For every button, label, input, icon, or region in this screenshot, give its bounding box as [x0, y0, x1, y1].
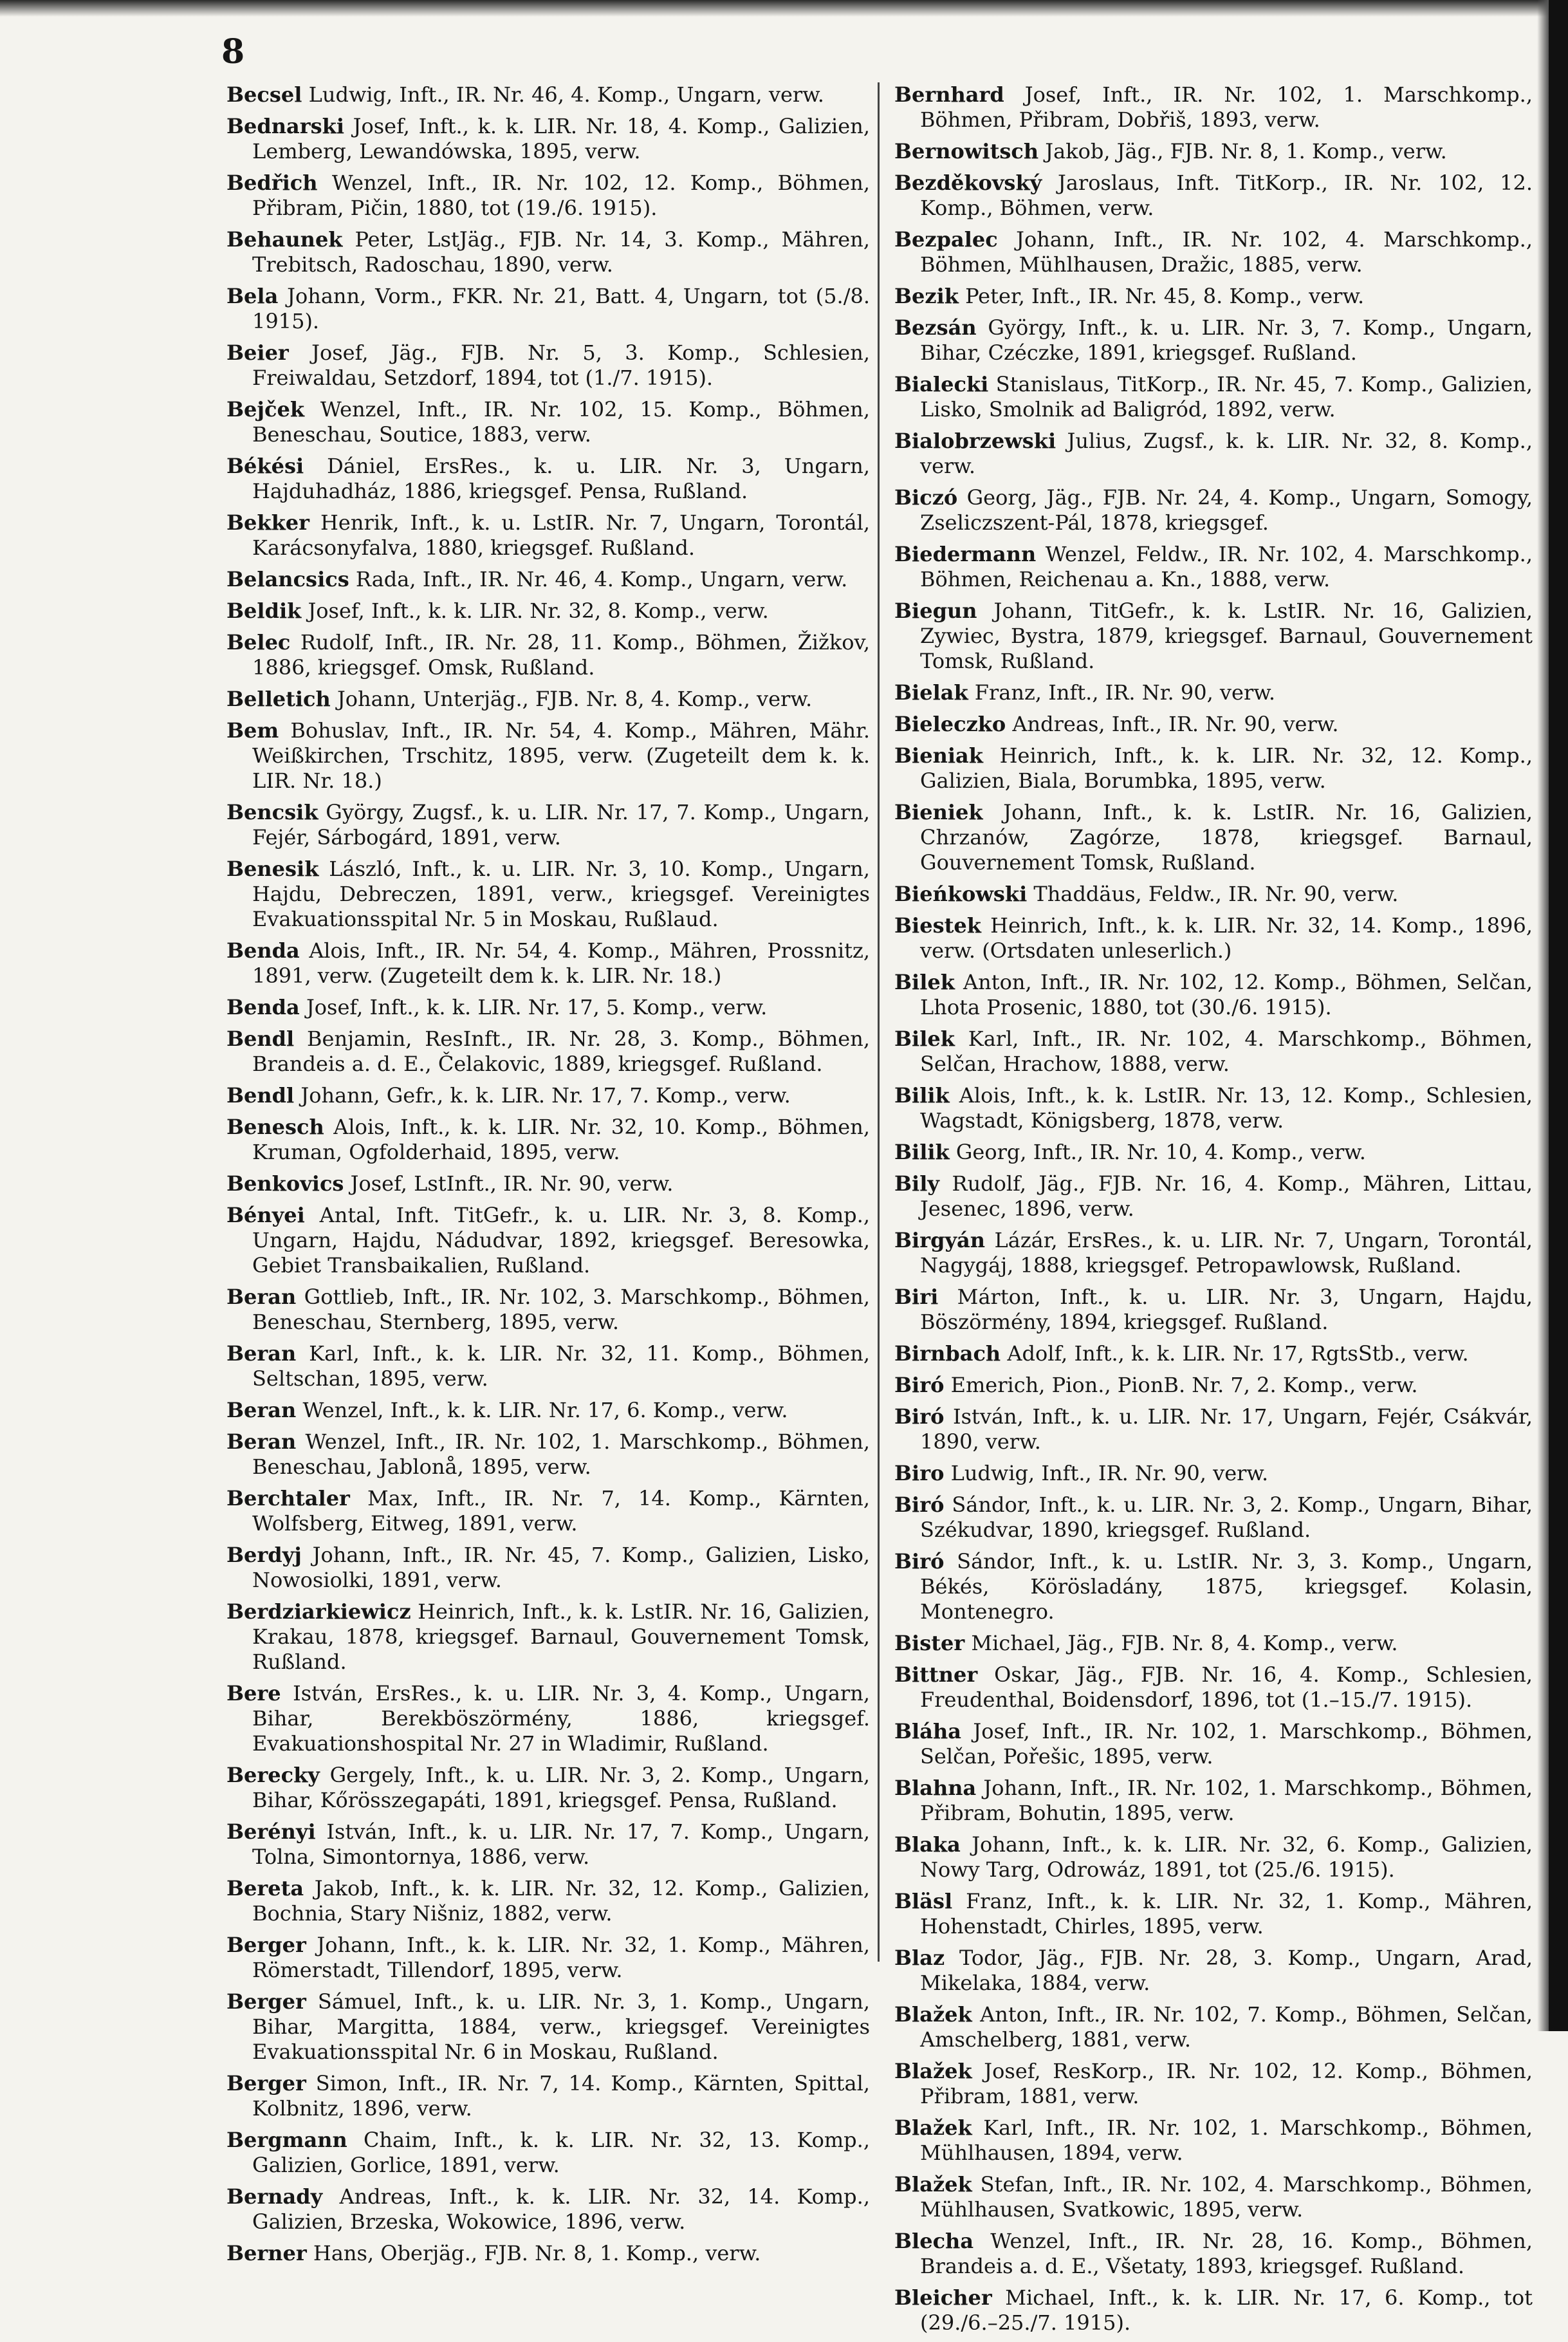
- casualty-entry: [894, 485, 1533, 535]
- entry-details: Stanislaus, TitKorp., IR. Nr. 45, 7. Komp., Galizien, Lisko, Smolnik ad Baligród, 1892, verw.: [920, 372, 1533, 422]
- casualty-entry: [894, 542, 1533, 592]
- entry-details: Wenzel, Inft., k. k. LIR. Nr. 17, 6. Komp., verw.: [302, 1398, 788, 1422]
- entry-details: Anton, Inft., IR. Nr. 102, 12. Komp., Böhmen, Selčan, Lhota Prosenic, 1880, tot (30./6. 1915).: [920, 970, 1533, 1019]
- entry-surname: Bem: [226, 718, 279, 743]
- entry-surname: Biegun: [894, 599, 977, 623]
- entry-surname: Blažek: [894, 2115, 972, 2140]
- casualty-entry: [894, 800, 1533, 875]
- entry-surname: Bialobrzewski: [894, 429, 1056, 453]
- entry-surname: Benda: [226, 938, 300, 963]
- entry-surname: Bezik: [894, 284, 959, 308]
- casualty-entry: [894, 2059, 1533, 2109]
- casualty-entry: [226, 1543, 870, 1593]
- casualty-entry: [894, 2229, 1533, 2279]
- casualty-entry: [894, 1373, 1533, 1398]
- entry-details: Heinrich, Inft., k. k. LIR. Nr. 32, 14. Komp., 1896, verw. (Ortsdaten unleserlich.): [920, 913, 1533, 963]
- casualty-entry: [894, 1719, 1533, 1769]
- entry-surname: Bekker: [226, 510, 309, 535]
- entry-surname: Belletich: [226, 687, 331, 711]
- entry-surname: Belancsics: [226, 567, 349, 591]
- entry-details: Johann, Inft., IR. Nr. 102, 1. Marschkomp., Böhmen, Přibram, Bohutin, 1895, verw.: [920, 1776, 1533, 1825]
- entry-details: Wenzel, Feldw., IR. Nr. 102, 4. Marschkomp., Böhmen, Reichenau a. Kn., 1888, verw.: [920, 542, 1533, 591]
- casualty-entry: [226, 284, 870, 334]
- casualty-entry: [226, 630, 870, 680]
- entry-details: Rudolf, Jäg., FJB. Nr. 16, 4. Komp., Mähren, Littau, Jesenec, 1896, verw.: [920, 1171, 1533, 1221]
- entry-details: Dániel, ErsRes., k. u. LIR. Nr. 3, Ungarn, Hajduhadház, 1886, kriegsgef. Pensa, Rußland.: [252, 454, 871, 503]
- entry-details: Márton, Inft., k. u. LIR. Nr. 3, Ungarn, Hajdu, Böszörmény, 1894, kriegsgef. Rußland.: [920, 1285, 1533, 1334]
- entry-surname: Bieńkowski: [894, 882, 1028, 906]
- entry-surname: Bedřich: [226, 171, 318, 195]
- casualty-entry: [894, 372, 1533, 422]
- entry-surname: Bleicher: [894, 2285, 992, 2310]
- entry-surname: Berger: [226, 2071, 306, 2096]
- casualty-entry: [226, 227, 870, 277]
- casualty-entry: [894, 1889, 1533, 1939]
- casualty-entry: [226, 1681, 870, 1756]
- column-divider: [878, 82, 880, 1962]
- casualty-entry: [226, 1429, 870, 1480]
- entry-surname: Biró: [894, 1373, 945, 1397]
- entry-surname: Berényi: [226, 1819, 316, 1844]
- entry-details: Michael, Inft., k. k. LIR. Nr. 17, 6. Komp., tot (29./6.–25./7. 1915).: [920, 2285, 1533, 2335]
- entry-surname: Biedermann: [894, 542, 1037, 566]
- casualty-entry: [894, 1285, 1533, 1335]
- entry-surname: Bezděkovský: [894, 171, 1042, 195]
- casualty-entry: [894, 1341, 1533, 1366]
- casualty-entry: [894, 1083, 1533, 1133]
- entry-surname: Bilek: [894, 1027, 955, 1051]
- casualty-entry: [226, 1203, 870, 1278]
- casualty-entry: [894, 1832, 1533, 1882]
- entry-surname: Bieniek: [894, 800, 983, 824]
- casualty-entry: [226, 1933, 870, 1983]
- entry-details: Johann, Unterjäg., FJB. Nr. 8, 4. Komp., verw.: [337, 687, 813, 711]
- casualty-entry: [226, 718, 870, 794]
- entry-details: Sándor, Inft., k. u. LIR. Nr. 3, 2. Komp., Ungarn, Bihar, Székudvar, 1890, kriegsgef. Rußland.: [920, 1492, 1533, 1542]
- scan-shadow-top: [0, 0, 1568, 17]
- casualty-entry: [226, 1819, 870, 1870]
- casualty-entry: [894, 429, 1533, 479]
- entry-details: Sándor, Inft., k. u. LstIR. Nr. 3, 3. Komp., Ungarn, Békés, Körösladány, 1875, kriegsgef. Kolasin, Montenegro.: [920, 1549, 1533, 1624]
- entry-surname: Biró: [894, 1492, 945, 1517]
- casualty-entry: [226, 1989, 870, 2065]
- casualty-entry: [226, 857, 870, 932]
- entry-surname: Bilek: [894, 970, 955, 994]
- entry-details: Alois, Inft., IR. Nr. 54, 4. Komp., Mähren, Prossnitz, 1891, verw. (Zugeteilt dem k. k. LIR. Nr. 18.): [252, 938, 871, 988]
- entry-surname: Berger: [226, 1933, 306, 1957]
- entry-details: Gottlieb, Inft., IR. Nr. 102, 3. Marschkomp., Böhmen, Beneschau, Sternberg, 1895, verw.: [252, 1285, 871, 1334]
- entry-details: Todor, Jäg., FJB. Nr. 28, 3. Komp., Ungarn, Arad, Mikelaka, 1884, verw.: [920, 1946, 1533, 1995]
- casualty-entry: [226, 1599, 870, 1675]
- entry-surname: Blecha: [894, 2229, 974, 2253]
- casualty-entry: [894, 882, 1533, 907]
- entry-details: Jakob, Jäg., FJB. Nr. 8, 1. Komp., verw.: [1045, 139, 1447, 163]
- entry-surname: Bister: [894, 1631, 965, 1655]
- entry-details: Gergely, Inft., k. u. LIR. Nr. 3, 2. Komp., Ungarn, Bihar, Kőrösszegapáti, 1891, kriegsgef. Pensa, Rußland.: [252, 1763, 871, 1812]
- casualty-entry: [894, 680, 1533, 705]
- entry-details: Johann, Vorm., FKR. Nr. 21, Batt. 4, Ungarn, tot (5./8. 1915).: [252, 284, 871, 333]
- casualty-entry: [226, 171, 870, 221]
- casualty-entry: [226, 454, 870, 504]
- entry-details: Thaddäus, Feldw., IR. Nr. 90, verw.: [1033, 882, 1399, 906]
- left-column: [226, 82, 870, 2272]
- casualty-entry: [226, 800, 870, 850]
- entry-surname: Bilik: [894, 1083, 950, 1108]
- entry-details: Chaim, Inft., k. k. LIR. Nr. 32, 13. Komp., Galizien, Gorlice, 1891, verw.: [252, 2128, 871, 2177]
- entry-details: Anton, Inft., IR. Nr. 102, 7. Komp., Böhmen, Selčan, Amschelberg, 1881, verw.: [920, 2002, 1533, 2052]
- entry-surname: Bialecki: [894, 372, 989, 396]
- entry-surname: Bittner: [894, 1662, 978, 1687]
- entry-surname: Beier: [226, 340, 289, 365]
- casualty-entry: [226, 599, 870, 624]
- entry-details: Peter, Inft., IR. Nr. 45, 8. Komp., verw.: [965, 284, 1365, 308]
- casualty-entry: [894, 315, 1533, 366]
- casualty-entry: [894, 712, 1533, 737]
- casualty-entry: [894, 1549, 1533, 1624]
- casualty-entry: [894, 913, 1533, 963]
- entry-surname: Bényei: [226, 1203, 305, 1227]
- entry-details: Johann, Inft., k. k. LIR. Nr. 32, 1. Komp., Mähren, Römerstadt, Tillendorf, 1895, verw.: [252, 1933, 871, 1982]
- casualty-entry: [894, 2115, 1533, 2166]
- entry-surname: Belec: [226, 630, 291, 655]
- entry-details: László, Inft., k. u. LIR. Nr. 3, 10. Komp., Ungarn, Hajdu, Debreczen, 1891, verw., kriegsgef. Vereinigtes Evakuationsspital Nr. 5 in Moskau, Rußlaud.: [252, 857, 871, 931]
- entry-details: Johann, Inft., IR. Nr. 102, 4. Marschkomp., Böhmen, Mühlhausen, Dražic, 1885, verw.: [920, 227, 1533, 277]
- entry-surname: Blaz: [894, 1946, 945, 1970]
- casualty-entry: [226, 397, 870, 447]
- entry-details: Antal, Inft. TitGefr., k. u. LIR. Nr. 3, 8. Komp., Ungarn, Hajdu, Nádudvar, 1892, kriegsgef. Beresowka, Gebiet Transbaikalien, Rußland.: [252, 1203, 870, 1278]
- casualty-entry: [894, 970, 1533, 1020]
- casualty-entry: [894, 284, 1533, 309]
- casualty-entry: [226, 1171, 870, 1196]
- entry-details: Michael, Jäg., FJB. Nr. 8, 4. Komp., verw.: [971, 1631, 1398, 1655]
- entry-surname: Beldik: [226, 599, 302, 623]
- entry-details: Karl, Inft., k. k. LIR. Nr. 32, 11. Komp., Böhmen, Seltschan, 1895, verw.: [252, 1341, 871, 1391]
- casualty-entry: [226, 1486, 870, 1536]
- entry-details: Alois, Inft., k. k. LstIR. Nr. 13, 12. Komp., Schlesien, Wagstadt, Königsberg, 1878, verw.: [920, 1083, 1533, 1133]
- entry-details: Simon, Inft., IR. Nr. 7, 14. Komp., Kärnten, Spittal, Kolbnitz, 1896, verw.: [252, 2071, 871, 2121]
- entry-surname: Benesch: [226, 1115, 324, 1139]
- casualty-entry: [894, 139, 1533, 164]
- entry-details: Ludwig, Inft., IR. Nr. 46, 4. Komp., Ungarn, verw.: [308, 82, 824, 107]
- entry-details: Johann, Inft., IR. Nr. 45, 7. Komp., Galizien, Lisko, Nowosiolki, 1891, verw.: [252, 1543, 871, 1592]
- entry-details: Wenzel, Inft., IR. Nr. 102, 1. Marschkomp., Böhmen, Beneschau, Jablonå, 1895, verw.: [252, 1429, 871, 1479]
- entry-details: Georg, Jäg., FJB. Nr. 24, 4. Komp., Ungarn, Somogy, Zseliczszent-Pál, 1878, kriegsgef.: [920, 485, 1533, 535]
- entry-details: Johann, TitGefr., k. k. LstIR. Nr. 16, Galizien, Zywiec, Bystra, 1879, kriegsgef. Barnaul, Gouvernement Tomsk, Rußland.: [920, 599, 1533, 673]
- entry-surname: Blažek: [894, 2059, 972, 2083]
- entry-surname: Bereta: [226, 1876, 304, 1901]
- casualty-entry: [226, 2128, 870, 2178]
- entry-surname: Berner: [226, 2241, 307, 2265]
- entry-details: Ludwig, Inft., IR. Nr. 90, verw.: [950, 1461, 1269, 1485]
- casualty-entry: [894, 1027, 1533, 1077]
- entry-details: Max, Inft., IR. Nr. 7, 14. Komp., Kärnten, Wolfsberg, Eitweg, 1891, verw.: [252, 1486, 870, 1536]
- casualty-entry: [226, 1763, 870, 1813]
- entry-details: Johann, Inft., k. k. LIR. Nr. 32, 6. Komp., Galizien, Nowy Targ, Odrowáz, 1891, tot (25./6. 1915).: [920, 1832, 1533, 1882]
- entry-surname: Benda: [226, 995, 300, 1019]
- casualty-entry: [894, 1171, 1533, 1222]
- entry-details: Josef, LstInft., IR. Nr. 90, verw.: [350, 1171, 674, 1196]
- entry-surname: Behaunek: [226, 227, 343, 252]
- entry-surname: Bláha: [894, 1719, 961, 1743]
- entry-details: Wenzel, Inft., IR. Nr. 102, 15. Komp., Böhmen, Beneschau, Soutice, 1883, verw.: [252, 397, 871, 447]
- casualty-entry: [226, 2071, 870, 2121]
- entry-surname: Bere: [226, 1681, 281, 1705]
- entry-surname: Biro: [894, 1461, 945, 1485]
- entry-surname: Beran: [226, 1429, 297, 1454]
- entry-details: Andreas, Inft., IR. Nr. 90, verw.: [1012, 712, 1339, 736]
- entry-surname: Blahna: [894, 1776, 977, 1800]
- entry-surname: Biró: [894, 1404, 945, 1429]
- entry-surname: Bencsik: [226, 800, 318, 824]
- casualty-entry: [226, 1398, 870, 1423]
- entry-surname: Bielak: [894, 680, 968, 705]
- entry-surname: Blažek: [894, 2002, 972, 2027]
- casualty-entry: [894, 1662, 1533, 1713]
- entry-details: Andreas, Inft., k. k. LIR. Nr. 32, 14. Komp., Galizien, Brzeska, Wokowice, 1896, verw.: [252, 2184, 871, 2234]
- casualty-entry: [226, 2241, 870, 2266]
- entry-details: Lázár, ErsRes., k. u. LIR. Nr. 7, Ungarn, Torontál, Nagygáj, 1888, kriegsgef. Petropawlowsk, Rußland.: [920, 1228, 1533, 1278]
- entry-details: Rudolf, Inft., IR. Nr. 28, 11. Komp., Böhmen, Žižkov, 1886, kriegsgef. Omsk, Rußland.: [252, 630, 871, 680]
- entry-details: István, Inft., k. u. LIR. Nr. 17, 7. Komp., Ungarn, Tolna, Simontornya, 1886, verw.: [252, 1819, 871, 1869]
- casualty-entry: [894, 2002, 1533, 2052]
- entry-details: Wenzel, Inft., IR. Nr. 28, 16. Komp., Böhmen, Brandeis a. d. E., Všetaty, 1893, kriegsgef. Rußland.: [920, 2229, 1533, 2278]
- scan-border-right: [1549, 0, 1568, 2031]
- entry-surname: Bernhard: [894, 82, 1004, 107]
- casualty-entry: [226, 2184, 870, 2235]
- entry-details: Wenzel, Inft., IR. Nr. 102, 12. Komp., Böhmen, Přibram, Pičin, 1880, tot (19./6. 1915).: [252, 171, 871, 220]
- scan-shadow-right: [1537, 0, 1549, 2031]
- casualty-entry: [894, 599, 1533, 674]
- casualty-entry: [894, 1140, 1533, 1165]
- entry-surname: Berdyj: [226, 1543, 302, 1567]
- entry-details: Johann, Gefr., k. k. LIR. Nr. 17, 7. Komp., verw.: [300, 1083, 791, 1108]
- entry-details: István, ErsRes., k. u. LIR. Nr. 3, 4. Komp., Ungarn, Bihar, Berekböszörmény, 1886, kriegsgef. Evakuationshospital Nr. 27 in Wladimir, Rußland.: [252, 1681, 871, 1756]
- entry-surname: Birnbach: [894, 1341, 1001, 1366]
- entry-surname: Becsel: [226, 82, 302, 107]
- entry-details: Franz, Inft., k. k. LIR. Nr. 32, 1. Komp., Mähren, Hohenstadt, Chirles, 1895, verw.: [920, 1889, 1533, 1938]
- entry-details: Josef, Inft., IR. Nr. 102, 1. Marschkomp., Böhmen, Přibram, Dobřiš, 1893, verw.: [920, 82, 1533, 132]
- casualty-entry: [894, 82, 1533, 133]
- entry-surname: Biestek: [894, 913, 981, 938]
- entry-details: Henrik, Inft., k. u. LstIR. Nr. 7, Ungarn, Torontál, Karácsonyfalva, 1880, kriegsgef. Rußland.: [252, 510, 871, 560]
- entry-details: Josef, Inft., k. k. LIR. Nr. 32, 8. Komp., verw.: [308, 599, 769, 623]
- right-column: [894, 82, 1533, 2342]
- entry-details: Heinrich, Inft., k. k. LstIR. Nr. 16, Galizien, Krakau, 1878, kriegsgef. Barnaul, Gouvernement Tomsk, Rußland.: [252, 1599, 871, 1674]
- entry-details: Josef, ResKorp., IR. Nr. 102, 12. Komp., Böhmen, Přibram, 1881, verw.: [920, 2059, 1533, 2108]
- entry-details: Franz, Inft., IR. Nr. 90, verw.: [974, 680, 1275, 705]
- casualty-entry: [226, 114, 870, 164]
- casualty-entry: [894, 1631, 1533, 1656]
- entry-details: Josef, Inft., k. k. LIR. Nr. 18, 4. Komp., Galizien, Lemberg, Lewandówska, 1895, verw.: [252, 114, 871, 163]
- entry-details: Jaroslaus, Inft. TitKorp., IR. Nr. 102, 12. Komp., Böhmen, verw.: [920, 171, 1533, 220]
- entry-surname: Berdziarkiewicz: [226, 1599, 411, 1624]
- entry-surname: Bilik: [894, 1140, 950, 1164]
- entry-surname: Blažek: [894, 2172, 972, 2197]
- page-number: 8: [221, 32, 245, 71]
- entry-surname: Biri: [894, 1285, 939, 1309]
- entry-surname: Bieniak: [894, 743, 983, 768]
- entry-surname: Bendl: [226, 1083, 295, 1108]
- entry-surname: Birgyán: [894, 1228, 986, 1252]
- entry-details: Emerich, Pion., PionB. Nr. 7, 2. Komp., verw.: [950, 1373, 1418, 1397]
- entry-details: Johann, Inft., k. k. LstIR. Nr. 16, Galizien, Chrzanów, Zagórze, 1878, kriegsgef. Barnaul, Gouvernement Tomsk, Rußland.: [920, 800, 1533, 875]
- entry-details: Georg, Inft., IR. Nr. 10, 4. Komp., verw.: [955, 1140, 1366, 1164]
- entry-surname: Bendl: [226, 1027, 295, 1051]
- casualty-entry: [894, 1228, 1533, 1278]
- entry-surname: Beran: [226, 1285, 297, 1309]
- entry-surname: Blaka: [894, 1832, 961, 1857]
- entry-surname: Berger: [226, 1989, 306, 2014]
- entry-details: Bohuslav, Inft., IR. Nr. 54, 4. Komp., Mähren, Mähr. Weißkirchen, Trschitz, 1895, verw. (Zugeteilt dem k. k. LIR. Nr. 18.): [252, 718, 871, 793]
- entry-details: Karl, Inft., IR. Nr. 102, 1. Marschkomp., Böhmen, Mühlhausen, 1894, verw.: [920, 2115, 1533, 2165]
- casualty-entry: [226, 1341, 870, 1391]
- casualty-entry: [226, 995, 870, 1020]
- entry-surname: Biró: [894, 1549, 945, 1574]
- casualty-entry: [894, 1492, 1533, 1543]
- entry-surname: Bela: [226, 284, 279, 308]
- entry-surname: Bezpalec: [894, 227, 998, 252]
- entry-surname: Bily: [894, 1171, 939, 1196]
- entry-surname: Beran: [226, 1341, 297, 1366]
- casualty-entry: [226, 1876, 870, 1926]
- entry-details: Hans, Oberjäg., FJB. Nr. 8, 1. Komp., verw.: [313, 2241, 761, 2265]
- entry-details: Adolf, Inft., k. k. LIR. Nr. 17, RgtsStb., verw.: [1007, 1341, 1469, 1366]
- casualty-entry: [226, 340, 870, 391]
- casualty-entry: [894, 2285, 1533, 2336]
- entry-details: Sámuel, Inft., k. u. LIR. Nr. 3, 1. Komp., Ungarn, Bihar, Margitta, 1884, verw., kriegsgef. Vereinigtes Evakuationsspital Nr. 6 in Moskau, Rußland.: [252, 1989, 871, 2064]
- entry-details: Karl, Inft., IR. Nr. 102, 4. Marschkomp., Böhmen, Selčan, Hrachow, 1888, verw.: [920, 1027, 1533, 1076]
- entry-details: István, Inft., k. u. LIR. Nr. 17, Ungarn, Fejér, Csákvár, 1890, verw.: [920, 1404, 1533, 1454]
- entry-surname: Berchtaler: [226, 1486, 350, 1510]
- casualty-entry: [226, 567, 870, 592]
- casualty-entry: [226, 687, 870, 712]
- entry-details: Rada, Inft., IR. Nr. 46, 4. Komp., Ungarn, verw.: [355, 567, 848, 591]
- entry-surname: Bejček: [226, 397, 304, 422]
- entry-surname: Beran: [226, 1398, 297, 1422]
- casualty-entry: [894, 1461, 1533, 1486]
- casualty-entry: [226, 938, 870, 989]
- entry-surname: Benesik: [226, 857, 319, 881]
- entry-details: György, Inft., k. u. LIR. Nr. 3, 7. Komp., Ungarn, Bihar, Czéczke, 1891, kriegsgef. Rußland.: [920, 315, 1533, 365]
- casualty-entry: [894, 1946, 1533, 1996]
- entry-details: Josef, Inft., k. k. LIR. Nr. 17, 5. Komp., verw.: [306, 995, 768, 1019]
- casualty-entry: [894, 743, 1533, 794]
- entry-details: Jakob, Inft., k. k. LIR. Nr. 32, 12. Komp., Galizien, Bochnia, Stary Nišniz, 1882, verw.: [252, 1876, 871, 1926]
- casualty-entry: [226, 82, 870, 107]
- casualty-entry: [894, 2172, 1533, 2222]
- entry-surname: Benkovics: [226, 1171, 344, 1196]
- entry-details: György, Zugsf., k. u. LIR. Nr. 17, 7. Komp., Ungarn, Fejér, Sárbogárd, 1891, verw.: [252, 800, 871, 850]
- entry-surname: Bernady: [226, 2184, 323, 2209]
- casualty-entry: [226, 1027, 870, 1077]
- entry-surname: Bezsán: [894, 315, 977, 340]
- entry-surname: Békési: [226, 454, 304, 478]
- entry-details: Benjamin, ResInft., IR. Nr. 28, 3. Komp., Böhmen, Brandeis a. d. E., Čelakovic, 1889, kriegsgef. Rußland.: [252, 1027, 871, 1076]
- casualty-entry: [894, 1404, 1533, 1454]
- entry-details: Josef, Inft., IR. Nr. 102, 1. Marschkomp., Böhmen, Selčan, Pořešic, 1895, verw.: [920, 1719, 1533, 1769]
- entry-surname: Bieleczko: [894, 712, 1006, 736]
- entry-surname: Berecky: [226, 1763, 320, 1787]
- casualty-entry: [226, 510, 870, 561]
- entry-surname: Bernowitsch: [894, 139, 1039, 163]
- casualty-entry: [226, 1083, 870, 1108]
- entry-details: Heinrich, Inft., k. k. LIR. Nr. 32, 12. Komp., Galizien, Biala, Borumbka, 1895, verw.: [920, 743, 1533, 793]
- entry-details: Stefan, Inft., IR. Nr. 102, 4. Marschkomp., Böhmen, Mühlhausen, Svatkowic, 1895, verw.: [920, 2172, 1533, 2222]
- casualty-entry: [894, 171, 1533, 221]
- casualty-entry: [226, 1285, 870, 1335]
- entry-surname: Biczó: [894, 485, 958, 510]
- entry-details: Oskar, Jäg., FJB. Nr. 16, 4. Komp., Schlesien, Freudenthal, Boidensdorf, 1896, tot (1.–15./7. 1915).: [920, 1662, 1533, 1712]
- casualty-entry: [894, 1776, 1533, 1826]
- casualty-entry: [894, 227, 1533, 277]
- entry-surname: Bläsl: [894, 1889, 953, 1913]
- entry-details: Alois, Inft., k. k. LIR. Nr. 32, 10. Komp., Böhmen, Kruman, Ogfolderhaid, 1895, verw.: [252, 1115, 871, 1164]
- casualty-entry: [226, 1115, 870, 1165]
- entry-details: Josef, Jäg., FJB. Nr. 5, 3. Komp., Schlesien, Freiwaldau, Setzdorf, 1894, tot (1./7. 1915).: [252, 340, 871, 390]
- entry-details: Peter, LstJäg., FJB. Nr. 14, 3. Komp., Mähren, Trebitsch, Radoschau, 1890, verw.: [252, 227, 871, 277]
- entry-surname: Bednarski: [226, 114, 344, 138]
- entry-details: Julius, Zugsf., k. k. LIR. Nr. 32, 8. Komp., verw.: [920, 429, 1533, 478]
- entry-surname: Bergmann: [226, 2128, 347, 2152]
